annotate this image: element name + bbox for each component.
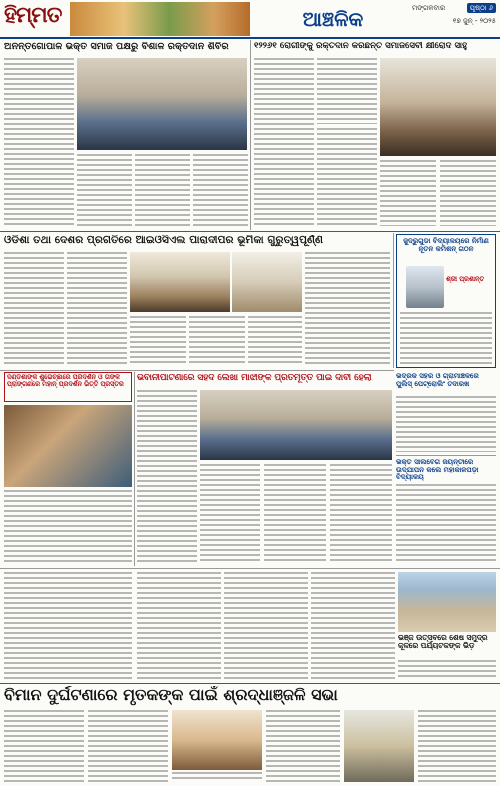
issue-date: ୧୭ ଜୁନ୍ - ୨୦୨୫: [452, 17, 496, 25]
story8-headline: ଭବାନୀପାଟଣାରେ ସହିଦ ଲେଖା ମାଝୀଙ୍କ ପ୍ରତିମୂର୍ତ୍ତି ପାଇଁ ଦାବୀ ହେଲା: [137, 374, 372, 383]
masthead-banner-image: [70, 2, 250, 36]
story3-photo-b: [232, 252, 302, 312]
story9-headline: ଭଞ୍ଜ ଉତ୍ସବରେ ଶେଷ ସମୁଦ୍ର କୂଳରେ ପର୍ଯ୍ୟଟକଙ୍କ ଭିଡ଼: [398, 634, 488, 651]
story1-col4: [193, 154, 248, 226]
newspaper-logo: [4, 2, 68, 36]
story8-photo: [200, 390, 392, 460]
edition-meta: [412, 3, 496, 35]
column-divider: [134, 372, 135, 566]
story9-lead: [4, 572, 132, 680]
story3-col2: [67, 252, 127, 364]
story3-col3: [130, 316, 186, 364]
story3-col4: [189, 316, 245, 364]
story2-col3: [317, 128, 377, 226]
story7-text: [396, 484, 496, 564]
story8-col1: [137, 390, 197, 564]
story6-headline: ଦଣ୍ଡିଶାଙ୍କ ଶୁଭେଚ୍ଛାରେ ପରିଦର୍ଶନ ଓ ତାଙ୍କ ପ୍ରାଙ୍ଗଣରେ ମହାନ୍ ପ୍ରଦର୍ଶନ ଭିତ୍ତି ପ୍ରସ୍ତର: [7, 374, 124, 389]
weekday: ମଙ୍ଗଳବାର: [412, 4, 446, 12]
masthead-rule: [0, 37, 500, 39]
story3-col5: [248, 316, 302, 364]
section-divider-1: [0, 231, 500, 232]
story9-col2: [224, 572, 308, 680]
story10-headline: ବିମାନ ଦୁର୍ଘଟଣାରେ ମୃତକଙ୍କ ପାଇଁ ଶ୍ରଦ୍ଧାଞ୍ଜଳି ସଭା: [4, 686, 338, 704]
story8-col4: [330, 464, 392, 564]
story1-col1: [4, 58, 74, 226]
story3-col1: [4, 252, 64, 364]
story5-text: [396, 396, 496, 452]
profile-name: ଶ୍ରୀ ପ୍ରଶାନ୍ତ: [446, 276, 485, 283]
story9-text: [398, 660, 496, 680]
story6-photo: [4, 405, 132, 487]
story2-col1: [254, 58, 314, 226]
column-divider: [393, 233, 394, 368]
story4-text: [400, 312, 492, 364]
story7-headline: ଭକ୍ତ ସାଲବେଗ ଜୟନ୍ତୀରେ ଉଦ୍ଯାପନ କଲେ ମହାକାଳପଡ଼ା ବିଦ୍ୟାଳୟ: [396, 458, 479, 482]
story9-photo: [398, 572, 496, 632]
logo-text: ହିମ୍ମତ: [4, 2, 62, 28]
section-divider-2: [0, 370, 394, 371]
story10-col4: [418, 710, 496, 782]
profile-photo: [406, 266, 444, 308]
story8-col3: [264, 464, 326, 564]
section-title: ଆଞ୍ଚଳିକ: [302, 7, 364, 31]
divider: [396, 455, 496, 456]
page-label: ପୃଷ୍ଠା: [469, 4, 487, 12]
section-divider-4: [0, 683, 500, 684]
section-divider-3: [0, 568, 500, 569]
story1-headline: ଅନନ୍ତଗୋପାଳ ଭକ୍ତ ସମାଜ ପକ୍ଷରୁ ବିଶାଳ ରକ୍ତଦାନ ଶିବିର: [4, 42, 229, 52]
story10-photo-a: [172, 710, 262, 770]
story2-col5: [440, 160, 496, 226]
story2-headline: ୧୨୨୬୧ ରୋଗୀଙ୍କୁ ରକ୍ତଦାନ କରିଛନ୍ତି ସମାଜସେବୀ କ୍ଷୀରୋଦ ସାହୁ: [254, 42, 468, 51]
story5-headline: ଭଦ୍ରକ ସହର ଓ ଗ୍ରାମାଞ୍ଚଳରେ ପୁଲିସ୍ ପେଟ୍ରୋଲିଂ ତଦାରଖ: [396, 372, 479, 388]
story10-col2: [88, 710, 168, 782]
story2-photo: [380, 58, 496, 156]
story6-text: [4, 490, 132, 564]
story1-col3: [135, 154, 190, 226]
story2-col4: [380, 160, 436, 226]
story1-photo: [77, 58, 247, 150]
page-badge: [467, 3, 496, 13]
story9-col1: [137, 572, 221, 680]
column-divider: [250, 40, 251, 230]
story10-col3: [266, 710, 340, 782]
story10-col1: [4, 710, 84, 782]
story3-col6: [305, 252, 390, 364]
story1-col2: [77, 154, 132, 226]
page-number: ୬: [488, 4, 493, 12]
story8-col2: [200, 464, 260, 564]
story10-caption: [172, 772, 262, 782]
story2-col2: [317, 58, 377, 124]
story3-headline: ଓଡିଶା ତଥା ଦେଶର ପ୍ରଗତିରେ ଆଇଓସିଏଲ ପାରାଦୀପର ଭୂମିକା ଗୁରୁତ୍ୱପୂର୍ଣ୍ଣ: [4, 235, 324, 246]
story9-col3: [311, 572, 395, 680]
story10-photo-b: [344, 710, 414, 782]
story4-headline: ଜୁଦ୍ରୁଗୁଡା ବିଦ୍ୟାଳୟରେ ନିର୍ମାଣ ନୂତନ କମିଶନ୍ ଗଠନ: [403, 237, 489, 253]
story3-photo-a: [130, 252, 230, 312]
